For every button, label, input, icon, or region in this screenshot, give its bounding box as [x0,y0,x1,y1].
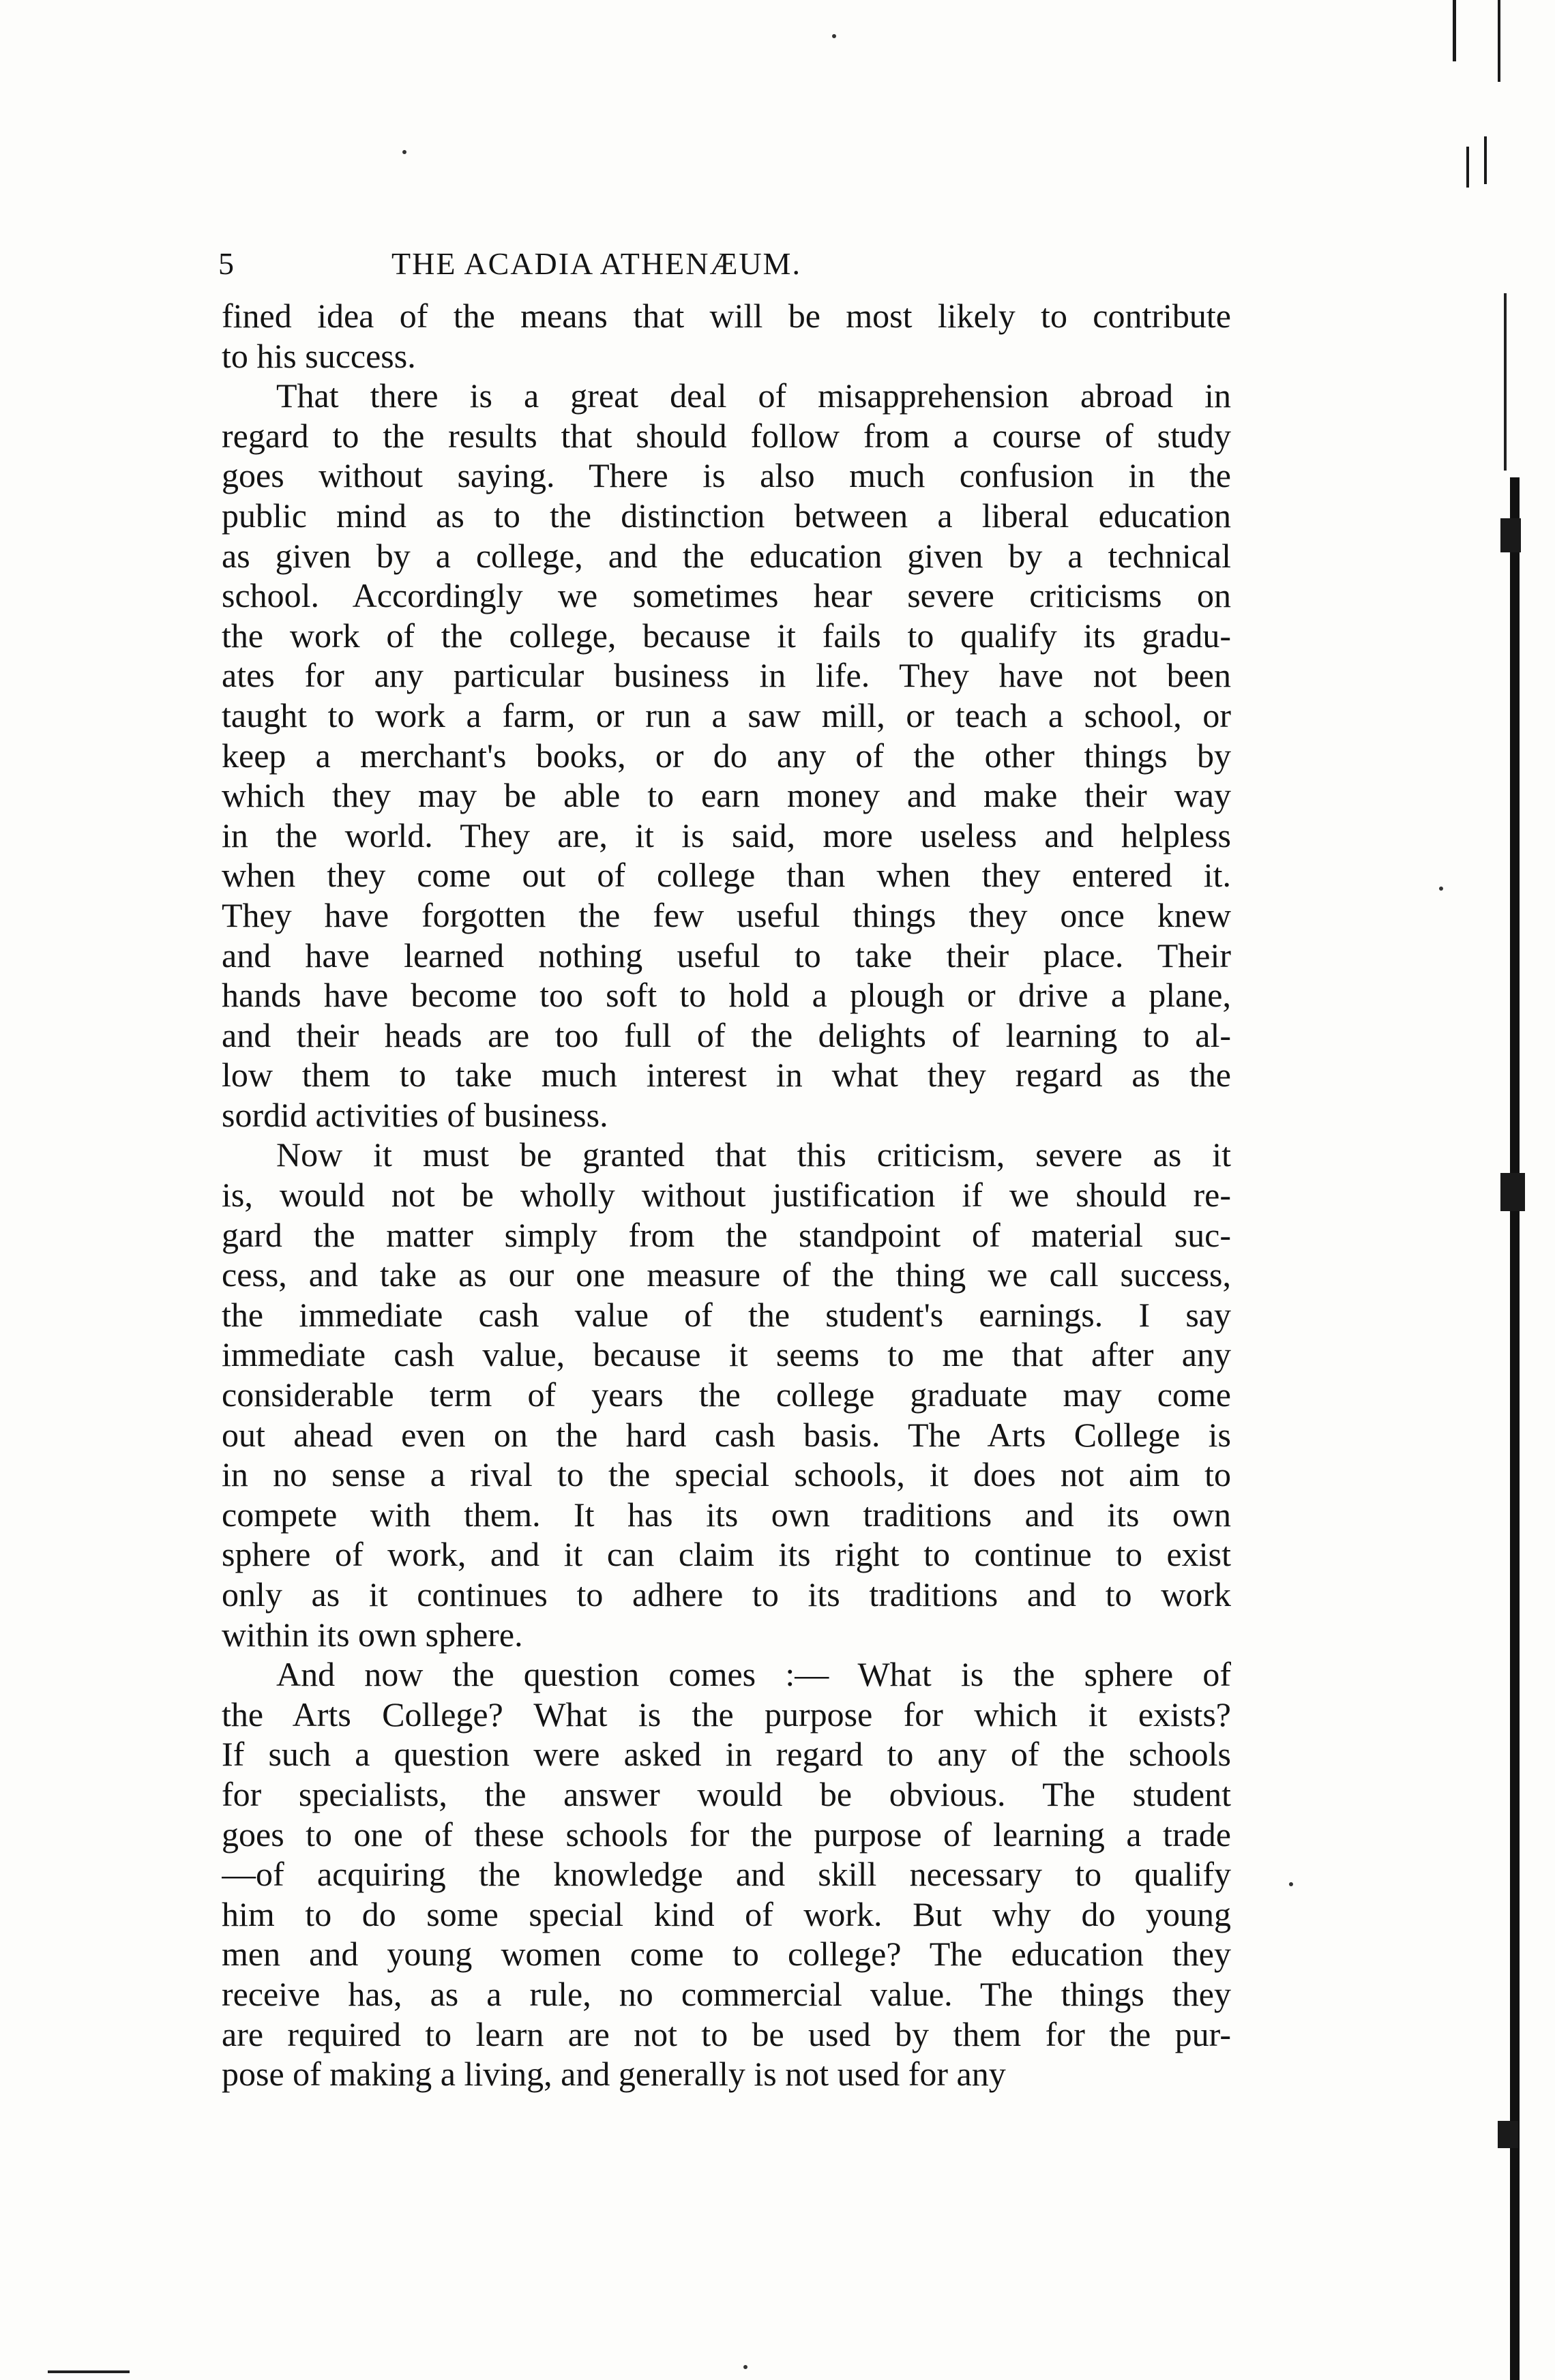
text-line: goes to one of these schools for the purpose of learning a trade [222,1815,1231,1854]
text-line: as given by a college, and the education given by a technical [222,536,1231,575]
paragraph [222,1654,1231,2094]
text-line: when they come out of college than when they entered it. [222,856,1231,895]
scan-speck [402,150,406,154]
scan-speck [743,2365,747,2369]
text-line: ates for any particular business in life. They have not been [222,656,1231,695]
text-line: low them to take much interest in what they regard as the [222,1056,1231,1095]
paragraph [222,296,1231,376]
text-line: pose of making a living, and generally is not used for any [222,2055,1006,2094]
text-line: hands have become too soft to hold a plough or drive a plane, [222,976,1231,1015]
text-line: —of acquiring the knowledge and skill necessary to qualify [222,1855,1231,1894]
text-line: and their heads are too full of the delights of learning to al- [222,1015,1231,1054]
text-line: the Arts College? What is the purpose for which it exists? [222,1695,1231,1734]
scan-edge-mark [1498,2121,1518,2148]
text-line: Now it must be granted that this criticism, severe as it [276,1135,1231,1174]
text-line: school. Accordingly we sometimes hear severe criticisms on [222,576,1231,615]
text-line: That there is a great deal of misapprehension abroad in [276,376,1231,415]
text-line: to his success. [222,336,416,375]
text-line: him to do some special kind of work. But why do young [222,1894,1231,1933]
text-line: cess, and take as our one measure of the thing we call success, [222,1255,1231,1294]
scan-edge-mark [1453,0,1456,61]
text-line: the immediate cash value of the student's earnings. I say [222,1295,1231,1334]
text-line: And now the question comes :— What is the sphere of [276,1655,1231,1694]
text-line: out ahead even on the hard cash basis. The Arts College is [222,1415,1231,1454]
footer-rule [48,2370,130,2373]
text-line: compete with them. It has its own traditions and its own [222,1495,1231,1534]
text-line: for specialists, the answer would be obvious. The student [222,1774,1231,1813]
page-header [218,240,1248,288]
text-line: immediate cash value, because it seems to me that after any [222,1335,1231,1374]
text-line: in no sense a rival to the special schools, it does not aim to [222,1455,1231,1494]
scan-edge-bar [1510,477,1520,2380]
body-text [222,296,1231,2094]
scan-edge-mark [1484,136,1487,184]
text-line: fined idea of the means that will be most likely to contribute [222,297,1231,335]
text-line: If such a question were asked in regard to any of the schools [222,1735,1231,1774]
scan-edge-mark [1466,147,1469,188]
text-line: sphere of work, and it can claim its right to continue to exist [222,1535,1231,1574]
text-line: only as it continues to adhere to its traditions and to work [222,1575,1231,1613]
text-line: public mind as to the distinction between a liberal education [222,496,1231,535]
text-line: They have forgotten the few useful things they once knew [222,895,1231,934]
paragraph [222,376,1231,1135]
text-line: goes without saying. There is also much confusion in the [222,456,1231,495]
text-line: sordid activities of business. [222,1095,608,1134]
text-line: considerable term of years the college graduate may come [222,1375,1231,1414]
text-line: regard to the results that should follow from a course of study [222,416,1231,455]
scan-speck [832,34,836,38]
scan-speck [1289,1882,1293,1886]
page-number: 5 [218,246,235,281]
scan-edge-mark [1498,0,1500,82]
paragraph [222,1135,1231,1654]
text-line: which they may be able to earn money and make their way [222,776,1231,815]
scan-speck [1439,887,1443,891]
text-line: are required to learn are not to be used by them for the pur- [222,2014,1231,2053]
text-line: receive has, as a rule, no commercial value. The things they [222,1974,1231,2013]
scan-edge-shadow [1504,293,1507,471]
text-line: the work of the college, because it fails to qualify its gradu- [222,616,1231,655]
scan-edge-mark [1500,518,1521,552]
text-line: keep a merchant's books, or do any of the other things by [222,736,1231,775]
text-line: gard the matter simply from the standpoint of material suc- [222,1215,1231,1254]
scan-edge-mark [1500,1173,1525,1211]
text-line: within its own sphere. [222,1615,523,1654]
text-line: in the world. They are, it is said, more useless and helpless [222,816,1231,854]
text-line: is, would not be wholly without justification if we should re- [222,1176,1231,1215]
text-line: and have learned nothing useful to take their place. Their [222,936,1231,975]
text-line: men and young women come to college? The education they [222,1935,1231,1974]
text-line: taught to work a farm, or run a saw mill, or teach a school, or [222,696,1231,734]
running-title: THE ACADIA ATHENÆUM. [391,246,801,281]
